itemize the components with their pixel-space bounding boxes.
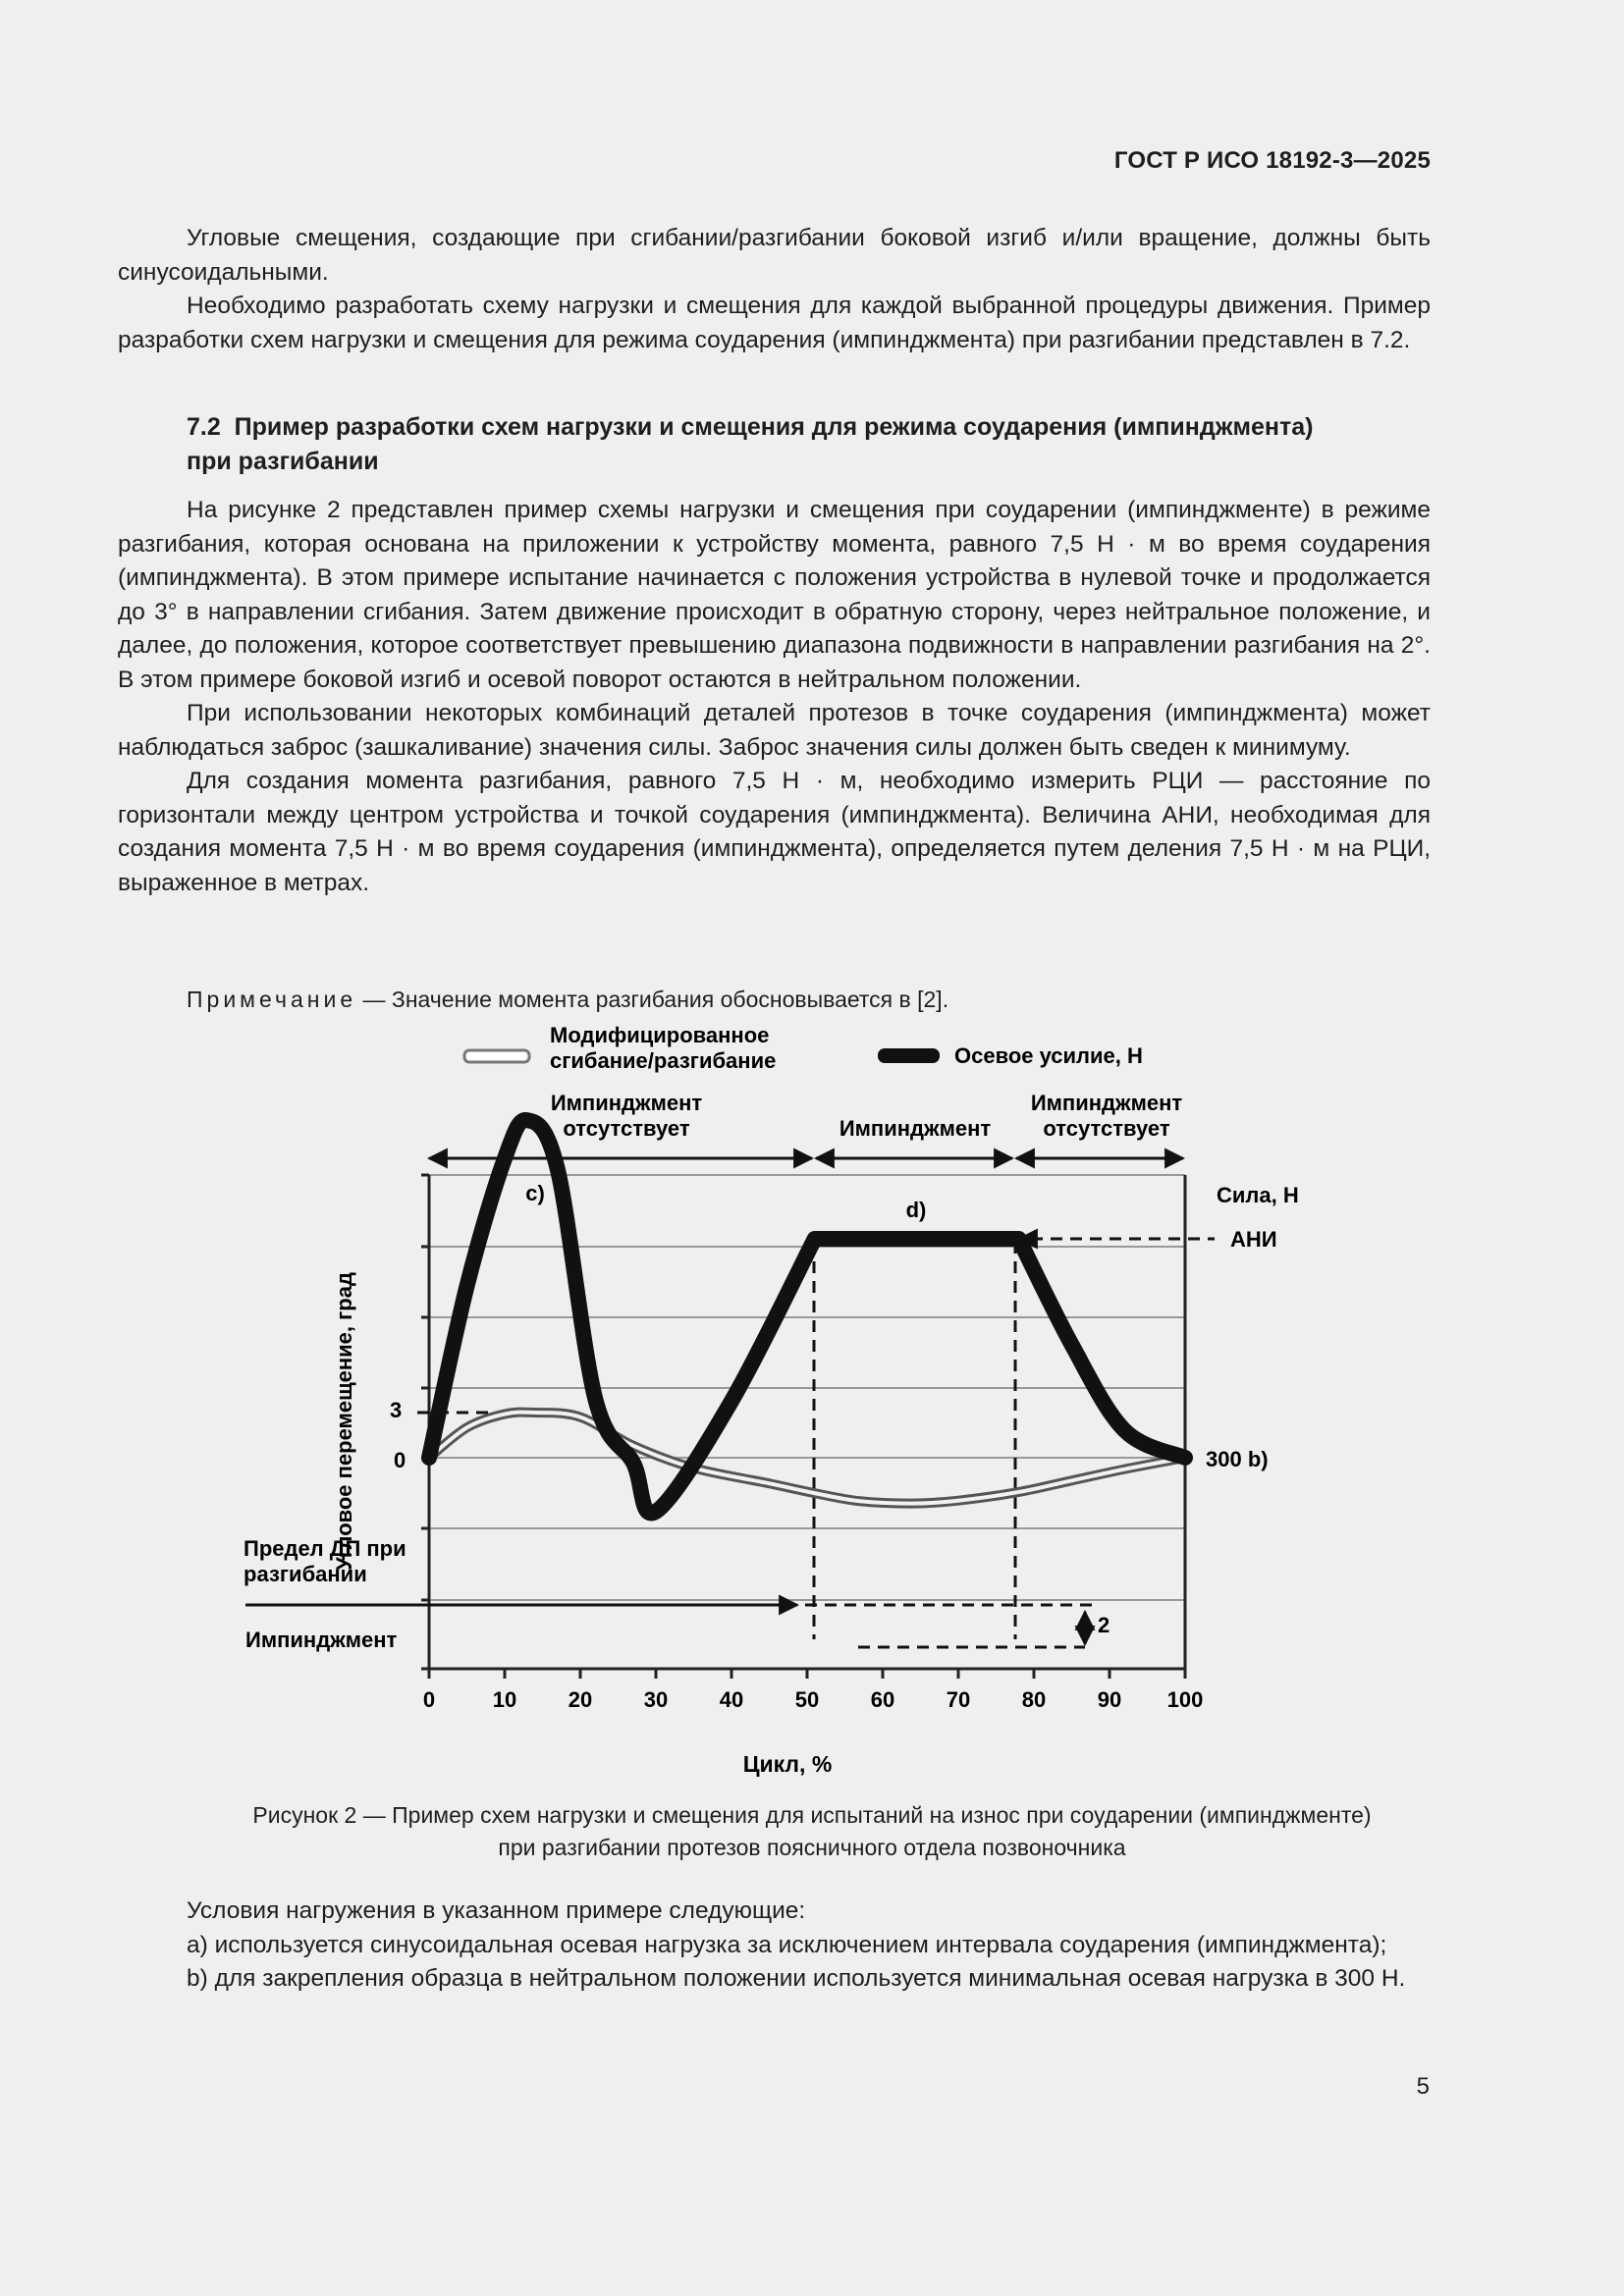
y-tick-3: 3 <box>390 1398 403 1422</box>
note-label: Примечание <box>187 987 357 1012</box>
x-tick-label: 20 <box>568 1687 593 1712</box>
document-id: ГОСТ Р ИСО 18192-3—2025 <box>1113 147 1431 174</box>
impingement-label: Импинджмент <box>245 1628 398 1652</box>
x-tick-label: 30 <box>643 1687 669 1712</box>
figure-2-chart <box>0 1011 1624 1796</box>
conditions-intro: Условия нагружения в указанном примере следующие: <box>187 1897 806 1924</box>
note-text: — Значение момента разгибания обосновывается в [2]. <box>356 987 949 1012</box>
note <box>187 987 948 1013</box>
x-tick-label: 90 <box>1097 1687 1122 1712</box>
body-paragraph-3: Для создания момента разгибания, равного 7,5 Н · м, необходимо измерить РЦИ — расстояние по горизонтали между центром устройства и точкой соударения (импинджмента). Величина АНИ, необходимая для создания момента 7,5 Н · м во время соударения (импинджмента), определяется путем деления 7,5 Н · м на РЦИ, выраженное в метрах. <box>118 768 1431 896</box>
region-right-line1: Импинджмент <box>1030 1091 1183 1115</box>
rom-label-line1: Предел ДП при <box>244 1536 406 1561</box>
legend-displacement-line1: Модифицированное <box>550 1023 770 1047</box>
annotation-d: d) <box>905 1198 927 1222</box>
force-min-label: 300 b) <box>1206 1447 1269 1471</box>
overshoot-label: 2 <box>1098 1613 1110 1637</box>
x-tick-label: 10 <box>492 1687 517 1712</box>
x-tick-label: 50 <box>794 1687 820 1712</box>
region-left-line2: отсутствует <box>563 1116 690 1141</box>
region-middle-label: Импинджмент <box>839 1116 992 1141</box>
x-tick-label: 100 <box>1166 1687 1204 1712</box>
page-number: 5 <box>1416 2073 1430 2100</box>
x-tick-label: 40 <box>719 1687 744 1712</box>
legend <box>464 1023 1143 1073</box>
x-tick-label: 70 <box>946 1687 971 1712</box>
ani-label: АНИ <box>1230 1227 1277 1252</box>
section-heading <box>187 410 1326 479</box>
condition-a: a) используется синусоидальная осевая нагрузка за исключением интервала соударения (импинджмента); <box>187 1931 1387 1958</box>
legend-displacement-swatch <box>464 1050 529 1062</box>
region-right-line2: отсутствует <box>1043 1116 1170 1141</box>
x-tick-labels <box>423 1687 1203 1712</box>
section-number: 7.2 <box>187 413 221 441</box>
rom-label-line2: разгибании <box>244 1562 367 1586</box>
figure-caption <box>0 1799 1624 1864</box>
conditions-text <box>118 1895 1431 1997</box>
body-paragraph-1: На рисунке 2 представлен пример схемы нагрузки и смещения при соударении (импинджменте) в режиме разгибания, которая основана на приложении к устройству момента, равного 7,5 Н · м во время соударения (импинджмента). В этом примере испытание начинается с положения устройства в нулевой точке и продолжается до 3° в направлении сгибания. Затем движение происходит в обратную сторону, через нейтральное положение, и далее, до положения, которое соответствует превышению диапазона подвижности в направлении разгибания на 2°. В этом примере боковой изгиб и осевой поворот остаются в нейтральном положении. <box>118 497 1431 693</box>
secondary-y-label: Сила, Н <box>1217 1183 1299 1207</box>
legend-force-label: Осевое усилие, Н <box>954 1043 1143 1068</box>
caption-line-1: Рисунок 2 — Пример схем нагрузки и смещения для испытаний на износ при соударении (импинджменте) <box>252 1802 1372 1828</box>
annotation-c: c) <box>525 1181 545 1205</box>
y-axis-label: Угловое перемещение, град <box>332 1272 356 1571</box>
intro-paragraph-1: Угловые смещения, создающие при сгибании/разгибании боковой изгиб и/или вращение, должны быть синусоидальными. <box>118 225 1431 286</box>
intro-paragraph-2: Необходимо разработать схему нагрузки и смещения для каждой выбранной процедуры движения. Пример разработки схем нагрузки и смещения для режима соударения (импинджмента) при разгибании представлен в 7.2. <box>118 293 1431 353</box>
caption-line-2: при разгибании протезов поясничного отдела позвоночника <box>498 1835 1126 1860</box>
region-left-line1: Импинджмент <box>550 1091 703 1115</box>
intro-text <box>118 222 1431 357</box>
x-tick-label: 80 <box>1021 1687 1047 1712</box>
y-tick-0: 0 <box>394 1448 406 1472</box>
x-tick-label: 60 <box>870 1687 895 1712</box>
legend-displacement-line2: сгибание/разгибание <box>550 1048 777 1073</box>
x-tick-label: 0 <box>422 1687 436 1712</box>
condition-b: b) для закрепления образца в нейтральном положении используется минимальная осевая нагрузка в 300 Н. <box>187 1965 1406 1992</box>
section-title: Пример разработки схем нагрузки и смещения для режима соударения (импинджмента) при разгибании <box>187 413 1314 475</box>
body-text <box>118 494 1431 900</box>
body-paragraph-2: При использовании некоторых комбинаций деталей протезов в точке соударения (импинджмента) может наблюдаться заброс (зашкаливание) значения силы. Заброс значения силы должен быть сведен к минимуму. <box>118 700 1431 761</box>
x-axis-label: Цикл, % <box>742 1751 833 1777</box>
legend-force-swatch <box>878 1048 940 1063</box>
